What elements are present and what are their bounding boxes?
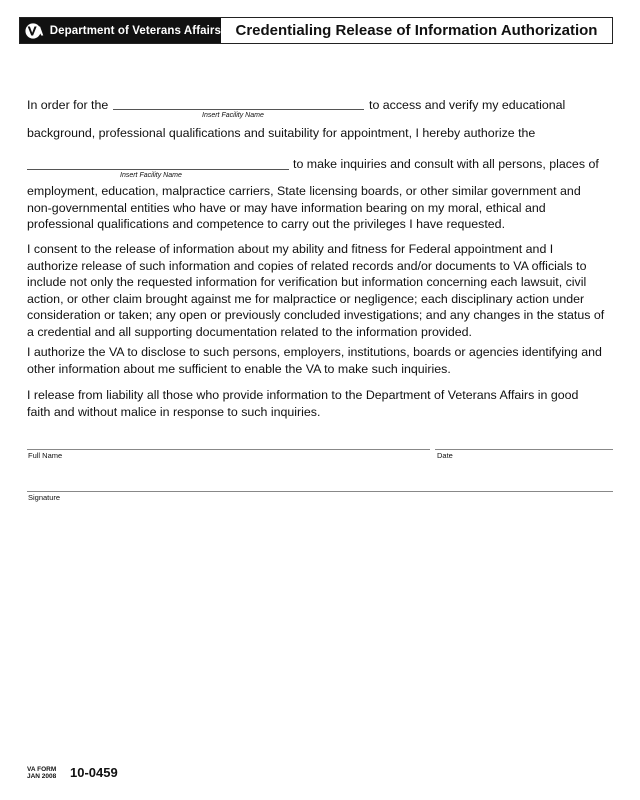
intro-line2: background, professional qualifications and suitability for appointment, I hereby authorize the — [27, 126, 536, 140]
department-banner — [20, 18, 221, 43]
disclosure-paragraph — [27, 344, 617, 377]
date-field[interactable] — [435, 449, 613, 450]
text-line: action, or other claim brought against me for malpractice or negligence; each disciplinary action under — [27, 291, 585, 306]
intro-line3-end: to make inquiries and consult with all persons, places of — [293, 157, 599, 171]
intro-line1-end: to access and verify my educational — [369, 98, 566, 112]
department-name: Department of Veterans Affairs — [49, 24, 221, 37]
intro-continuation — [27, 183, 617, 233]
facility-name-field-2[interactable] — [27, 169, 289, 170]
facility-hint-2: Insert Facility Name — [120, 172, 182, 179]
text-line: non-governmental entities who have or may have information bearing on my moral, ethical and — [27, 200, 546, 215]
signature-label: Signature — [28, 493, 61, 502]
form-title: Credentialing Release of Information Authorization — [235, 22, 598, 39]
intro-line1-start: In order for the — [27, 98, 109, 112]
form-label-line1: VA FORM — [27, 766, 57, 773]
date-label: Date — [437, 451, 453, 460]
form-label — [27, 766, 56, 780]
full-name-label: Full Name — [28, 451, 63, 460]
release-paragraph — [27, 387, 617, 420]
form-header — [19, 17, 613, 44]
facility-name-field-1[interactable] — [113, 109, 364, 110]
text-line: authorize release of such information and copies of related records and/or documents to VA officials to — [27, 258, 587, 273]
text-line: consideration or taken; any open or previously concluded investigations; and any changes in the status of — [27, 308, 605, 322]
text-line: I release from liability all those who provide information to the Department of Veterans Affairs in good — [27, 388, 579, 402]
text-line: employment, education, malpractice carriers, State licensing boards, or other similar government and — [27, 184, 581, 198]
text-line: a credential and all supporting documentation related to the information provided. — [27, 324, 472, 339]
consent-paragraph — [27, 241, 617, 340]
text-line: include not only the requested information for verification but information concerning each lawsuit, civil — [27, 275, 587, 289]
title-box — [221, 18, 612, 43]
text-line: faith and without malice in response to such inquiries. — [27, 404, 321, 419]
signature-field[interactable] — [27, 491, 613, 492]
full-name-field[interactable] — [27, 449, 430, 450]
va-seal-icon — [25, 22, 45, 40]
facility-hint-1: Insert Facility Name — [202, 112, 264, 119]
text-line: professional qualifications and competence to carry out the privileges I have requested. — [27, 217, 506, 231]
text-line: I consent to the release of information about my ability and fitness for Federal appointment and I — [27, 242, 554, 256]
form-label-line2: JAN 2008 — [27, 773, 57, 780]
form-number: 10-0459 — [70, 765, 118, 780]
text-line: other information about me sufficient to enable the VA to make such inquiries. — [27, 361, 451, 376]
text-line: I authorize the VA to disclose to such persons, employers, institutions, boards or agencies identifying and — [27, 345, 602, 359]
